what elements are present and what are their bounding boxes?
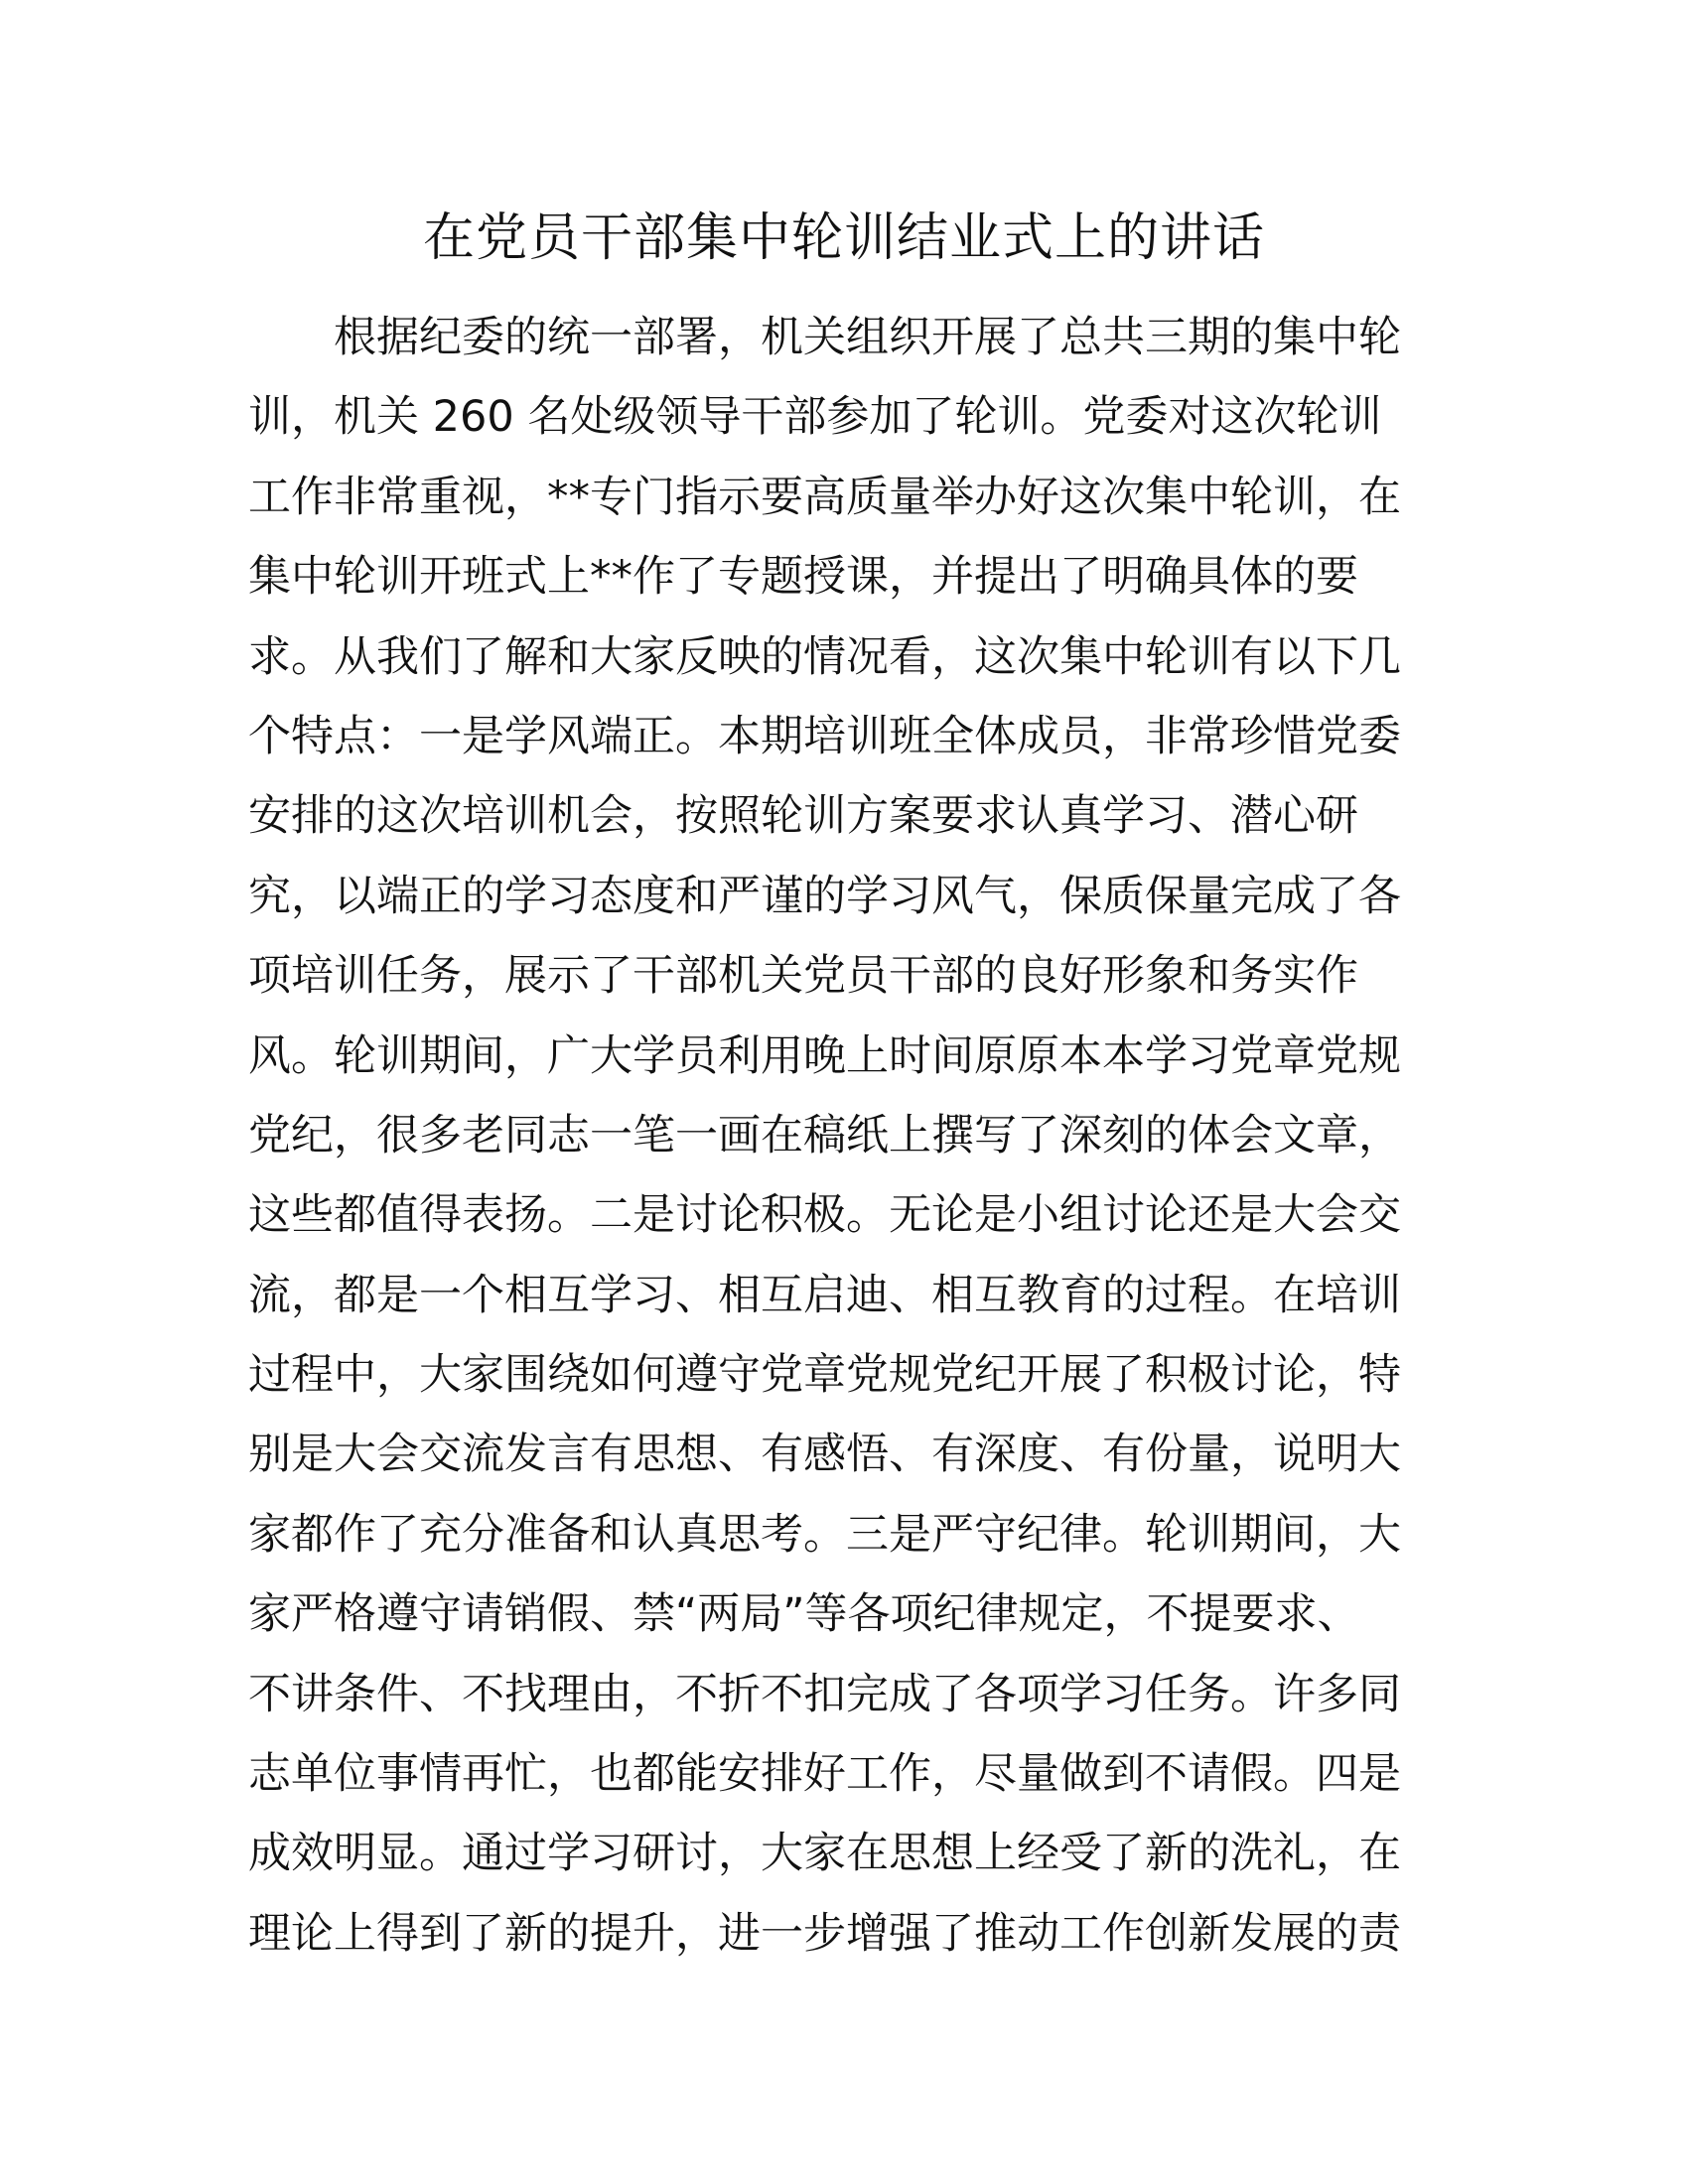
body-line: 成效明显。通过学习研讨，大家在思想上经受了新的洗礼，在 <box>248 1829 1401 1879</box>
body-line: 项培训任务，展示了干部机关党员干部的良好形象和务实作 <box>248 951 1358 1002</box>
document-body <box>248 298 1440 1974</box>
body-line: 集中轮训开班式上**作了专题授课，并提出了明确具体的要 <box>248 552 1358 603</box>
body-line: 根据纪委的统一部署，机关组织开展了总共三期的集中轮 <box>334 313 1401 362</box>
body-line: 求。从我们了解和大家反映的情况看，这次集中轮训有以下几 <box>248 631 1401 682</box>
body-line: 志单位事情再忙，也都能安排好工作，尽量做到不请假。四是 <box>248 1749 1401 1800</box>
body-line: 理论上得到了新的提升，进一步增强了推动工作创新发展的责 <box>248 1908 1401 1959</box>
body-line: 过程中，大家围绕如何遵守党章党规党纪开展了积极讨论，特 <box>248 1350 1401 1401</box>
body-line: 党纪，很多老同志一笔一画在稿纸上撰写了深刻的体会文章， <box>248 1110 1401 1160</box>
body-line: 别是大会交流发言有思想、有感悟、有深度、有份量，说明大 <box>248 1430 1401 1480</box>
document-title: 在党员干部集中轮训结业式上的讲话 <box>422 208 1265 268</box>
body-line: 流，都是一个相互学习、相互启迪、相互教育的过程。在培训 <box>248 1270 1401 1320</box>
body-line: 不讲条件、不找理由，不折不扣完成了各项学习任务。许多同 <box>248 1669 1401 1719</box>
body-line: 风。轮训期间，广大学员利用晚上时间原原本本学习党章党规 <box>248 1030 1401 1081</box>
body-line: 安排的这次培训机会，按照轮训方案要求认真学习、潜心研 <box>248 791 1358 842</box>
body-line: 工作非常重视，**专门指示要高质量举办好这次集中轮训，在 <box>248 472 1401 522</box>
body-line: 家严格遵守请销假、禁“两局”等各项纪律规定，不提要求、 <box>248 1589 1360 1640</box>
body-line: 训，机关 260 名处级领导干部参加了轮训。党委对这次轮训 <box>248 392 1382 443</box>
body-line: 个特点：一是学风端正。本期培训班全体成员，非常珍惜党委 <box>248 711 1401 761</box>
body-line: 家都作了充分准备和认真思考。三是严守纪律。轮训期间，大 <box>248 1509 1401 1560</box>
body-line: 究，以端正的学习态度和严谨的学习风气，保质保量完成了各 <box>248 871 1401 921</box>
body-line: 这些都值得表扬。二是讨论积极。无论是小组讨论还是大会交 <box>248 1190 1401 1241</box>
